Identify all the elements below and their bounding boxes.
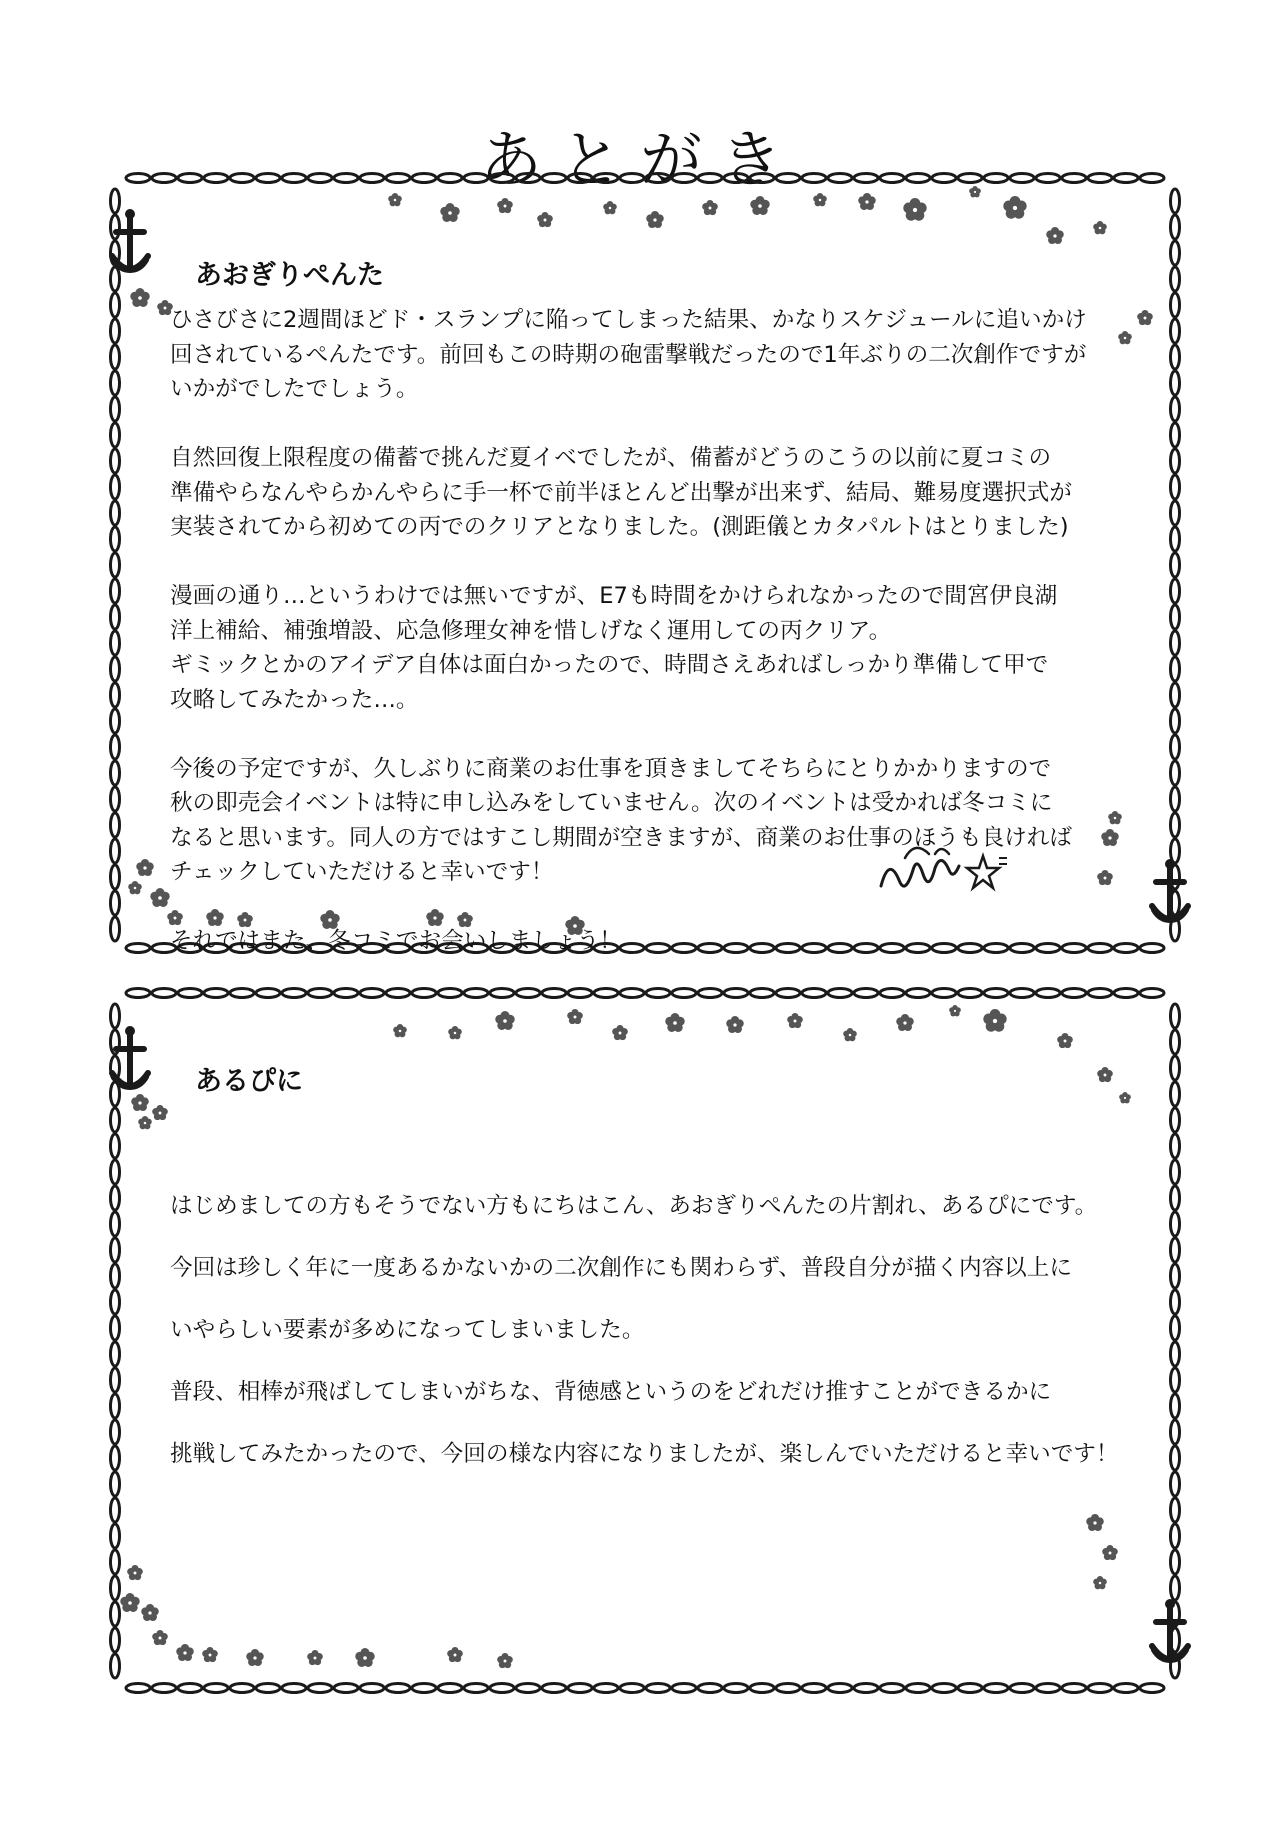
cherry-blossom-icon xyxy=(447,1647,463,1662)
afterword-panel-arupini xyxy=(115,993,1175,1688)
cherry-blossom-icon xyxy=(152,1105,168,1120)
cherry-blossom-icon xyxy=(949,1005,961,1016)
cherry-blossom-icon xyxy=(537,212,553,227)
paragraph: 挑戦してみたかったので、今回の様な内容になりましたが、楽しんでいただけると幸いです！ xyxy=(170,1441,1119,1467)
cherry-blossom-icon xyxy=(355,1648,374,1667)
cherry-blossom-icon xyxy=(150,888,169,907)
cherry-blossom-icon xyxy=(843,1028,857,1041)
paragraph: いやらしい要素が多めになってしまいました。 xyxy=(170,1317,645,1343)
handwritten-signature xyxy=(875,828,1010,908)
anchor-icon xyxy=(1152,859,1188,920)
cherry-blossom-icon xyxy=(646,211,664,228)
cherry-blossom-icon xyxy=(246,1649,264,1666)
cherry-blossom-icon xyxy=(131,1094,149,1111)
paragraph: ひさびさに2週間ほどド・スランプに陥ってしまった結果、かなりスケジュールに追いかけ 回されているぺんたです。前回もこの時期の砲雷撃戦だったので1年ぶりの二次創作ですが いかがでしたでしょう。 xyxy=(170,307,1087,402)
cherry-blossom-icon xyxy=(896,1014,914,1031)
anchor-icon xyxy=(1152,1599,1188,1660)
paragraph: 漫画の通り…というわけでは無いですが、E7も時間をかけられなかったので間宮伊良湖 洋上補給、補強増設、応急修理女神を惜しげなく運用しての丙クリア。 ギミックとかのアイデア自体は面白かったので、時間さえあればしっかり準備して甲で 攻略してみたかった…。 xyxy=(170,583,1058,713)
cherry-blossom-icon xyxy=(603,201,617,214)
cherry-blossom-icon xyxy=(1046,227,1064,244)
cherry-blossom-icon xyxy=(495,1011,514,1030)
cherry-blossom-icon xyxy=(138,1116,152,1129)
cherry-blossom-icon xyxy=(128,881,142,894)
paragraph: 自然回復上限程度の備蓄で挑んだ夏イベでしたが、備蓄がどうのこうの以前に夏コミの 準備やらなんやらかんやらに手一杯で前半ほとんど出撃が出来ず、結局、難易度選択式が 実装されてから初めての丙でのクリアとなりました。(測距儀とカタパルトはとりました) xyxy=(170,445,1072,540)
paragraph: それではまた、冬コミでお会いしましょう！ xyxy=(170,928,622,954)
cherry-blossom-icon xyxy=(440,203,459,222)
cherry-blossom-icon xyxy=(969,186,981,197)
cherry-blossom-icon xyxy=(448,1026,462,1039)
cherry-blossom-icon xyxy=(202,1647,218,1662)
cherry-blossom-icon xyxy=(702,200,718,215)
cherry-blossom-icon xyxy=(567,1009,583,1024)
cherry-blossom-icon xyxy=(750,196,769,215)
cherry-blossom-icon xyxy=(983,1009,1006,1032)
cherry-blossom-icon xyxy=(903,198,926,221)
cherry-blossom-icon xyxy=(388,193,402,206)
cherry-blossom-icon xyxy=(1086,1514,1104,1531)
cherry-blossom-icon xyxy=(1102,1545,1118,1560)
cherry-blossom-icon xyxy=(127,1565,143,1580)
section-heading: あるぴに xyxy=(195,1066,303,1097)
cherry-blossom-icon xyxy=(1093,221,1107,234)
section-body xyxy=(170,1175,1150,1485)
cherry-blossom-icon xyxy=(136,859,154,876)
cherry-blossom-icon xyxy=(120,1593,139,1612)
cherry-blossom-icon xyxy=(1003,196,1026,219)
paragraph: 普段、相棒が飛ばしてしまいがちな、背徳感というのをどれだけ推すことができるかに xyxy=(170,1379,1052,1405)
cherry-blossom-icon xyxy=(1057,1033,1073,1048)
cherry-blossom-icon xyxy=(726,1016,744,1033)
cherry-blossom-icon xyxy=(307,1650,323,1665)
cherry-blossom-icon xyxy=(1097,1067,1113,1082)
cherry-blossom-icon xyxy=(393,1024,407,1037)
afterword-panel-aogiri xyxy=(115,178,1175,954)
cherry-blossom-icon xyxy=(141,1604,159,1621)
cherry-blossom-icon xyxy=(813,193,827,206)
cherry-blossom-icon xyxy=(612,1025,628,1040)
paragraph: 今後の予定ですが、久しぶりに商業のお仕事を頂きましてそちらにとりかかりますので 秋の即売会イベントは特に申し込みをしていません。次のイベントは受かれば冬コミに なると思います。同人の方ではすこし期間が空きますが、商業のお仕事のほうも良ければ チェックしていただけると幸いです！ xyxy=(170,755,1072,885)
page-title: あとがき xyxy=(479,122,800,196)
cherry-blossom-icon xyxy=(1093,1576,1107,1589)
paragraph: はじめましての方もそうでない方もにちはこん、あおぎりぺんたの片割れ、あるぴにです。 xyxy=(170,1193,1098,1219)
cherry-blossom-icon xyxy=(858,193,876,210)
cherry-blossom-icon xyxy=(1119,1092,1131,1103)
cherry-blossom-icon xyxy=(152,1630,168,1645)
cherry-blossom-icon xyxy=(130,288,149,307)
cherry-blossom-icon xyxy=(497,198,513,213)
section-heading: あおぎりぺんた xyxy=(195,260,384,291)
cherry-blossom-icon xyxy=(665,1013,684,1032)
paragraph: 今回は珍しく年に一度あるかないかの二次創作にも関わらず、普段自分が描く内容以上に xyxy=(170,1255,1072,1281)
cherry-blossom-icon xyxy=(787,1013,803,1028)
cherry-blossom-icon xyxy=(497,1653,513,1668)
cherry-blossom-icon xyxy=(176,1644,194,1661)
